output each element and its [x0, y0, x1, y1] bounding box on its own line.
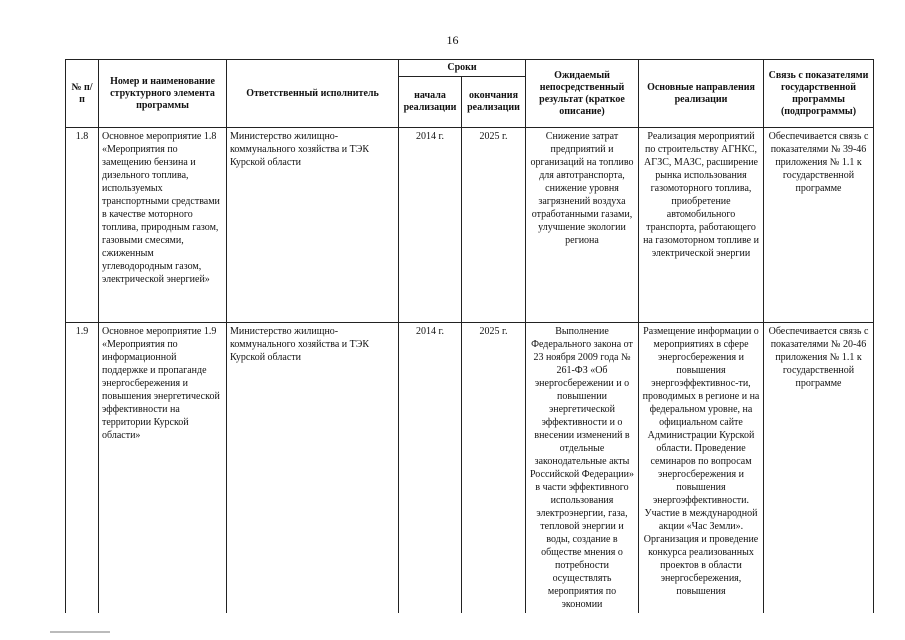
row-name: Основное мероприятие 1.8 «Мероприятия по замещению бензина и дизельного топлива, используемых транспортными средствами в качестве моторного топлива, природным газом, газовыми смесями, сжиженным углеводородным газом, электрической энергией» [99, 128, 227, 323]
header-terms: Сроки [399, 60, 526, 77]
page-number: 16 [446, 33, 459, 47]
header-name: Номер и наименование структурного элемента программы [99, 60, 227, 128]
row-responsible: Министерство жилищно-коммунального хозяйства и ТЭК Курской области [227, 128, 399, 323]
row-end: 2025 г. [462, 128, 526, 323]
row-num: 1.9 [66, 323, 99, 614]
row-directions: Реализация мероприятий по строительству АГНКС, АГЗС, МАЗС, расширение рынка использования газомоторного топлива, приобретение автомобильного транспорта, работающего на газомоторном топливе и электрической энергии [639, 128, 764, 323]
row-end: 2025 г. [462, 323, 526, 614]
row-link: Обеспечивается связь с показателями № 39-46 приложения № 1.1 к государственной программе [764, 128, 874, 323]
header-directions: Основные направления реализации [639, 60, 764, 128]
row-result: Выполнение Федерального закона от 23 ноября 2009 года № 261-ФЗ «Об энергосбережении и о повышении энергетической эффективности и о внесении изменений в отдельные законодательные акты Российской Федерации» в части эффективного использования электроэнергии, газа, тепловой энергии и воды, создание в обществе мнения о потребности осуществлять мероприятия по экономии [526, 323, 639, 614]
row-num: 1.8 [66, 128, 99, 323]
row-directions: Размещение информации о мероприятиях в сфере энергосбережения и повышения энергоэффективнос-ти, проводимых в регионе и на федеральном уровне, на официальном сайте Администрации Курской области. Проведение семинаров по вопросам энергосбережения и повышения энергоэффективности. Участие в международной акции «Час Земли». Организация и проведение конкурса реализованных проектов в области энергосбережения, повышения [639, 323, 764, 614]
row-name: Основное мероприятие 1.9 «Мероприятия по информационной поддержке и пропаганде энергосбережения и повышения энергетической эффективности на территории Курской области» [99, 323, 227, 614]
table-row [66, 128, 874, 323]
row-responsible: Министерство жилищно-коммунального хозяйства и ТЭК Курской области [227, 323, 399, 614]
header-num: № п/п [66, 60, 99, 128]
row-start: 2014 г. [399, 128, 462, 323]
footer-mark [50, 631, 110, 633]
header-end: окончания реализации [462, 77, 526, 128]
table-row [66, 323, 874, 614]
header-result: Ожидаемый непосредственный результат (краткое описание) [526, 60, 639, 128]
row-link: Обеспечивается связь с показателями № 20-46 приложения № 1.1 к государственной программе [764, 323, 874, 614]
program-table [65, 59, 874, 613]
row-result: Снижение затрат предприятий и организаций на топливо для автотранспорта, снижение уровня загрязнений воздуха отработанными газами, улучшение экологии региона [526, 128, 639, 323]
row-start: 2014 г. [399, 323, 462, 614]
header-start: начала реализации [399, 77, 462, 128]
header-link: Связь с показателями государственной программы (подпрограммы) [764, 60, 874, 128]
header-responsible: Ответственный исполнитель [227, 60, 399, 128]
